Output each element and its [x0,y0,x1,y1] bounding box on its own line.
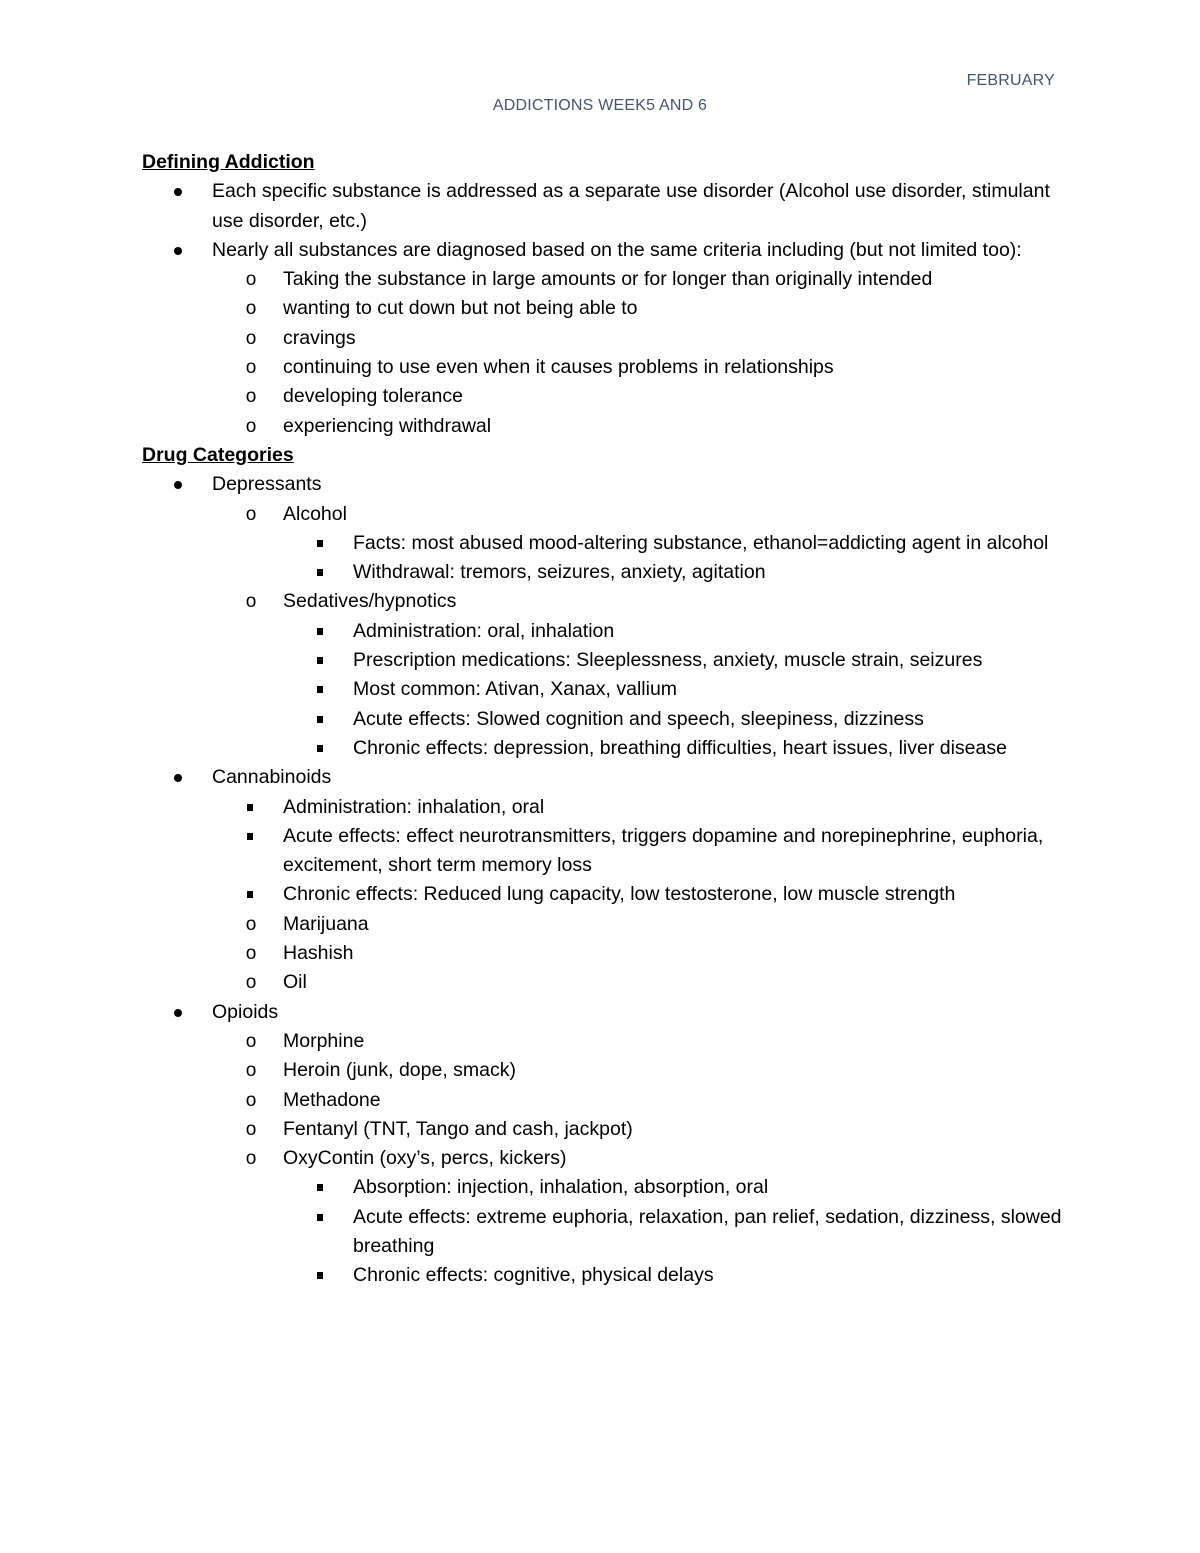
list-item-text: Chronic effects: cognitive, physical delays [353,1264,714,1287]
list-item-text: Methadone [283,1088,381,1111]
list-item [142,324,1062,353]
disc-bullet-icon [172,236,184,265]
list-item [142,412,1062,441]
list-item [142,587,1062,616]
disc-bullet-icon [172,998,184,1027]
list-item [142,500,1062,529]
square-bullet-icon [314,675,326,704]
list-item [142,617,1062,646]
list-item-text: Sedatives/hypnotics [283,590,457,613]
list-item-text: Prescription medications: Sleeplessness, anxiety, muscle strain, seizures [353,649,983,672]
circle-bullet-icon: o [245,1118,257,1140]
list-item [142,675,1062,704]
list-item-text: Most common: Ativan, Xanax, vallium [353,678,678,701]
list-item [142,529,1062,558]
list-item-text: experiencing withdrawal [283,414,492,437]
list-item-text: Cannabinoids [212,766,332,789]
list-item [142,1115,1062,1144]
circle-bullet-icon: o [245,972,257,994]
list-item [142,734,1062,763]
list-item-text: Each specific substance is addressed as a separate use disorder (Alcohol use disorder, stimulant use disorder, etc.) [212,180,1050,232]
square-bullet-icon [314,1261,326,1290]
list-item-text: Marijuana [283,912,369,935]
list-item [142,236,1062,265]
list-item [142,1144,1062,1173]
list-item-text: Alcohol [283,502,347,525]
list-item-text: Opioids [212,1000,279,1023]
list-item [142,822,1062,881]
circle-bullet-icon: o [245,913,257,935]
defining-list [142,177,1062,441]
square-bullet-icon [244,822,256,851]
circle-bullet-icon: o [245,1030,257,1052]
list-item-text: OxyContin (oxy’s, percs, kickers) [283,1147,567,1170]
circle-bullet-icon: o [245,1060,257,1082]
list-item [142,265,1062,294]
list-item [142,880,1062,909]
list-item-text: Morphine [283,1029,365,1052]
list-item [142,353,1062,382]
list-item-text: developing tolerance [283,385,463,408]
circle-bullet-icon: o [245,1089,257,1111]
list-item-text: Acute effects: extreme euphoria, relaxation, pan relief, sedation, dizziness, slowed breathing [353,1205,1062,1257]
list-item-text: Chronic effects: Reduced lung capacity, low testosterone, low muscle strength [283,883,956,906]
list-item-text: Administration: oral, inhalation [353,619,615,642]
square-bullet-icon [314,617,326,646]
list-item [142,705,1062,734]
list-item [142,294,1062,323]
square-bullet-icon [244,793,256,822]
circle-bullet-icon: o [245,1148,257,1170]
list-item-text: continuing to use even when it causes problems in relationships [283,356,834,379]
circle-bullet-icon: o [245,386,257,408]
document-body [142,148,1062,1291]
list-item [142,763,1062,792]
square-bullet-icon [314,705,326,734]
document-title: ADDICTIONS WEEK5 AND 6 [492,97,708,114]
list-item [142,998,1062,1027]
list-item-text: Heroin (junk, dope, smack) [283,1059,517,1082]
list-item [142,1203,1062,1262]
list-item [142,382,1062,411]
list-item-text: Acute effects: Slowed cognition and speech, sleepiness, dizziness [353,707,924,730]
square-bullet-icon [314,558,326,587]
list-item-text: Taking the substance in large amounts or for longer than originally intended [283,268,933,291]
square-bullet-icon [314,1173,326,1202]
section-heading-defining-addiction: Defining Addiction [142,151,315,173]
list-item-text: Acute effects: effect neurotransmitters, triggers dopamine and norepinephrine, euphoria, excitement, short term memory loss [283,824,1044,877]
list-item [142,558,1062,587]
drug-categories-list [142,470,1062,1290]
header-month: FEBRUARY [966,72,1055,89]
square-bullet-icon [314,646,326,675]
list-item [142,910,1062,939]
list-item-text: Oil [283,971,307,994]
list-item [142,177,1062,236]
list-item [142,646,1062,675]
square-bullet-icon [314,734,326,763]
list-item-text: Hashish [283,942,354,965]
square-bullet-icon [314,529,326,558]
circle-bullet-icon: o [245,503,257,525]
circle-bullet-icon: o [245,591,257,613]
list-item-text: Facts: most abused mood-altering substance, ethanol=addicting agent in alcohol [353,531,1049,554]
section-heading-drug-categories: Drug Categories [142,443,294,466]
list-item-text: Fentanyl (TNT, Tango and cash, jackpot) [283,1117,633,1140]
disc-bullet-icon [172,763,184,792]
list-item-text: cravings [283,326,356,349]
list-item [142,939,1062,968]
list-item-text: Nearly all substances are diagnosed based on the same criteria including (but not limited too): [212,238,1022,261]
list-item-text: Absorption: injection, inhalation, absorption, oral [353,1176,769,1199]
list-item-text: Depressants [212,473,322,496]
square-bullet-icon [314,1203,326,1232]
list-item [142,1027,1062,1056]
list-item-text: Withdrawal: tremors, seizures, anxiety, agitation [353,561,766,584]
circle-bullet-icon: o [245,415,257,437]
list-item [142,793,1062,822]
list-item-text: Administration: inhalation, oral [283,795,545,818]
disc-bullet-icon [172,177,184,206]
list-item [142,1173,1062,1202]
square-bullet-icon [244,880,256,909]
circle-bullet-icon: o [245,357,257,379]
circle-bullet-icon: o [245,269,257,291]
list-item [142,1056,1062,1085]
circle-bullet-icon: o [245,943,257,965]
list-item [142,1261,1062,1290]
list-item-text: wanting to cut down but not being able to [283,297,638,320]
disc-bullet-icon [172,470,184,499]
circle-bullet-icon: o [245,298,257,320]
list-item [142,968,1062,997]
circle-bullet-icon: o [245,327,257,349]
list-item [142,1086,1062,1115]
list-item [142,470,1062,499]
list-item-text: Chronic effects: depression, breathing difficulties, heart issues, liver disease [353,736,1007,759]
